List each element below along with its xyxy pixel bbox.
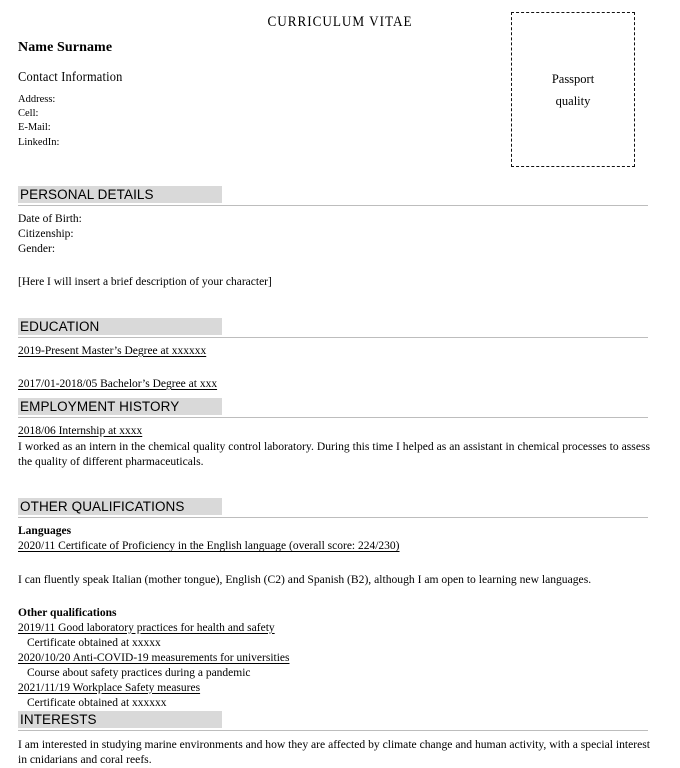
qualification-title: 2021/11/19 Workplace Safety measures <box>18 681 201 694</box>
passport-placeholder-line-1: Passport <box>551 71 595 86</box>
employment-description: I worked as an intern in the chemical quality control laboratory. During this time I helped as an assistant in chemical processes to assess the quality of different pharmaceuticals. <box>18 439 650 469</box>
personal-field-citizenship: Citizenship: <box>18 227 74 240</box>
character-description-note: [Here I will insert a brief description of your character] <box>18 275 272 288</box>
section-personal-details <box>18 186 650 290</box>
language-certificate-entry: 2020/11 Certificate of Proficiency in the English language (overall score: 224/230) <box>18 540 400 552</box>
contact-field-linkedin: LinkedIn: <box>18 136 60 148</box>
section-employment-history <box>18 398 650 470</box>
employment-entry: 2018/06 Internship at xxxx <box>18 424 143 437</box>
languages-label: Languages <box>18 525 72 537</box>
personal-field-date-of-birth: Date of Birth: <box>18 212 82 225</box>
section-heading-personal-details: PERSONAL DETAILS <box>18 186 222 203</box>
qualification-title: 2019/11 Good laboratory practices for health and safety <box>18 621 275 634</box>
section-other-qualifications <box>18 498 650 711</box>
cv-body <box>18 0 650 768</box>
section-heading-employment-history: EMPLOYMENT HISTORY <box>18 398 222 415</box>
qualification-detail: Certificate obtained at xxxxx <box>27 636 161 649</box>
section-heading-education: EDUCATION <box>18 318 222 335</box>
contact-field-cell: Cell: <box>18 108 39 120</box>
section-education <box>18 318 650 392</box>
personal-field-gender: Gender: <box>18 242 56 255</box>
contact-field-email: E-Mail: <box>18 122 51 134</box>
candidate-name: Name Surname <box>18 40 113 55</box>
passport-placeholder-line-2: quality <box>555 93 591 108</box>
education-entry: 2017/01-2018/05 Bachelor’s Degree at xxx <box>18 377 218 390</box>
interests-description: I am interested in studying marine environments and how they are affected by climate change and human activity, with a special interest in cnidarians and coral reefs. <box>18 737 650 767</box>
qualification-detail: Course about safety practices during a pandemic <box>27 666 251 679</box>
section-interests <box>18 711 650 768</box>
contact-field-address: Address: <box>18 94 56 105</box>
contact-field-list <box>18 93 650 150</box>
section-heading-other-qualifications: OTHER QUALIFICATIONS <box>18 498 222 515</box>
contact-information-heading: Contact Information <box>18 69 123 84</box>
qualification-detail: Certificate obtained at xxxxxx <box>27 696 167 709</box>
section-heading-interests: INTERESTS <box>18 711 222 728</box>
document-title: CURRICULUM VITAE <box>267 14 413 30</box>
languages-description: I can fluently speak Italian (mother tongue), English (C2) and Spanish (B2), although I am open to learning new languages. <box>18 573 592 586</box>
other-qualifications-label: Other qualifications <box>18 606 117 619</box>
education-entry: 2019-Present Master’s Degree at xxxxxx <box>18 344 207 357</box>
qualification-title: 2020/10/20 Anti-COVID-19 measurements for universities <box>18 651 290 664</box>
